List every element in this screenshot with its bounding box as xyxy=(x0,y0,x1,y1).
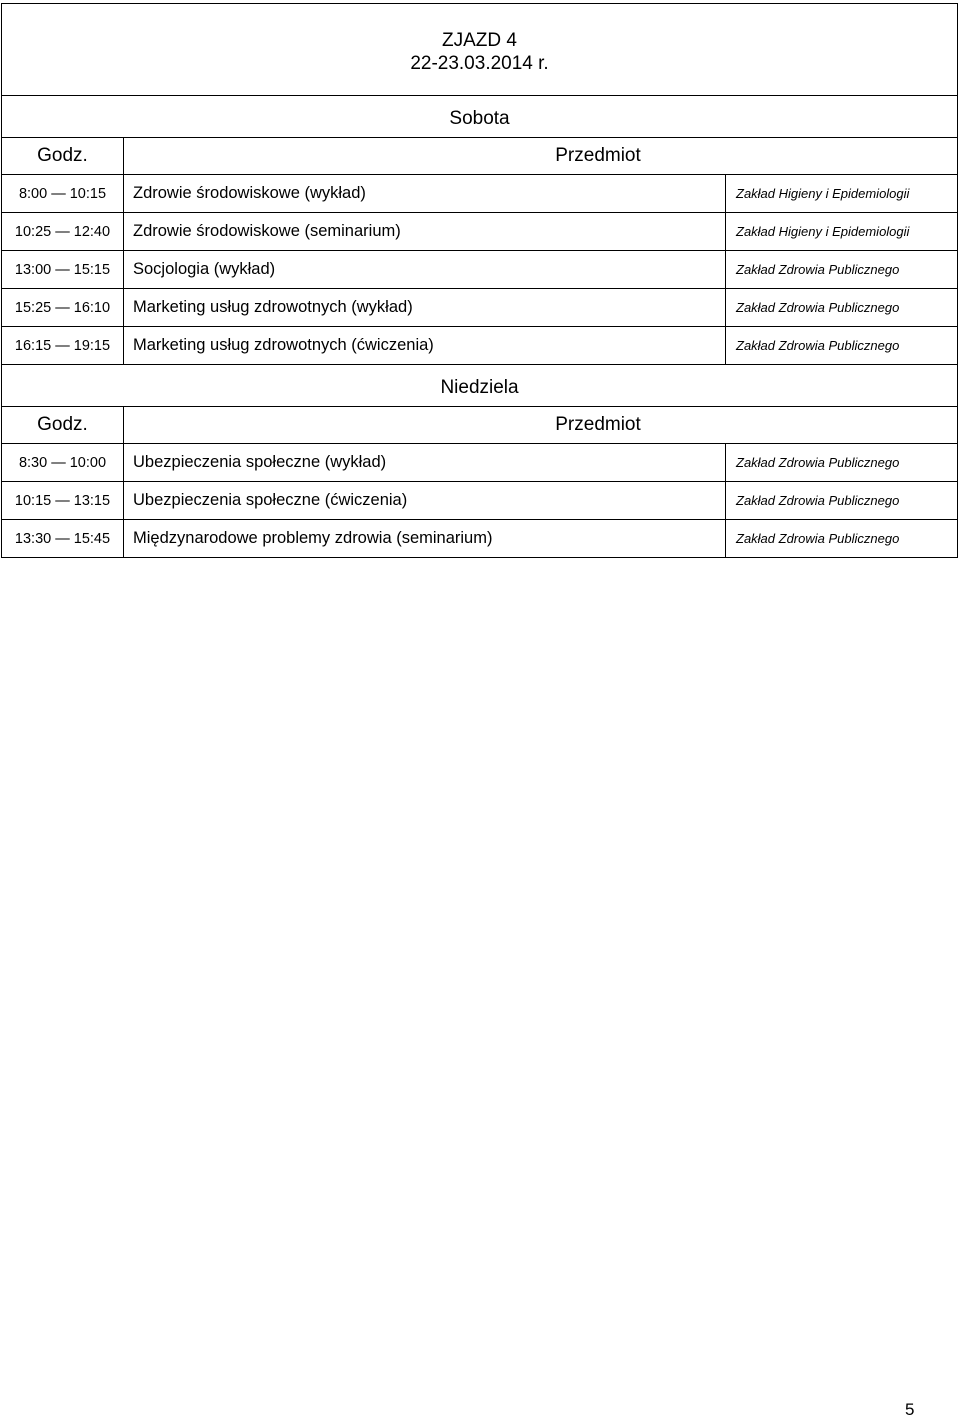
time-cell: 10:15 — 13:15 xyxy=(2,482,124,520)
subject-cell: Ubezpieczenia społeczne (wykład) xyxy=(124,444,726,482)
table-row xyxy=(2,327,958,365)
subject-cell: Zdrowie środowiskowe (wykład) xyxy=(124,175,726,213)
sunday-day-label: Niedziela xyxy=(2,365,958,407)
department-cell: Zakład Zdrowia Publicznego xyxy=(726,289,958,327)
time-cell: 8:00 — 10:15 xyxy=(2,175,124,213)
time-cell: 15:25 — 16:10 xyxy=(2,289,124,327)
table-row xyxy=(2,213,958,251)
department-cell: Zakład Higieny i Epidemiologii xyxy=(726,213,958,251)
schedule-title: ZJAZD 4 xyxy=(442,29,517,51)
time-cell: 13:30 — 15:45 xyxy=(2,520,124,558)
title-cell xyxy=(2,4,958,96)
subject-cell: Marketing usług zdrowotnych (wykład) xyxy=(124,289,726,327)
sunday-day-row xyxy=(2,365,958,407)
saturday-header-row xyxy=(2,138,958,175)
saturday-col-subject-header: Przedmiot xyxy=(555,145,641,166)
table-row xyxy=(2,251,958,289)
saturday-day-row xyxy=(2,96,958,138)
time-cell: 16:15 — 19:15 xyxy=(2,327,124,365)
subject-cell: Zdrowie środowiskowe (seminarium) xyxy=(124,213,726,251)
department-cell: Zakład Higieny i Epidemiologii xyxy=(726,175,958,213)
department-cell: Zakład Zdrowia Publicznego xyxy=(726,251,958,289)
table-row xyxy=(2,289,958,327)
schedule-table xyxy=(1,3,958,558)
schedule-dates: 22-23.03.2014 r. xyxy=(410,52,549,74)
time-cell: 13:00 — 15:15 xyxy=(2,251,124,289)
table-row xyxy=(2,520,958,558)
saturday-day-label: Sobota xyxy=(2,96,958,138)
department-cell: Zakład Zdrowia Publicznego xyxy=(726,327,958,365)
table-row xyxy=(2,444,958,482)
department-cell: Zakład Zdrowia Publicznego xyxy=(726,520,958,558)
time-cell: 10:25 — 12:40 xyxy=(2,213,124,251)
sunday-col-subject-header: Przedmiot xyxy=(555,414,641,435)
saturday-col-time-header: Godz. xyxy=(2,138,124,175)
subject-cell: Socjologia (wykład) xyxy=(124,251,726,289)
department-cell: Zakład Zdrowia Publicznego xyxy=(726,482,958,520)
time-cell: 8:30 — 10:00 xyxy=(2,444,124,482)
subject-cell: Międzynarodowe problemy zdrowia (seminarium) xyxy=(124,520,726,558)
table-row xyxy=(2,175,958,213)
saturday-col-subject-header-cell xyxy=(124,138,958,175)
sunday-header-row xyxy=(2,407,958,444)
sunday-col-subject-header-cell xyxy=(124,407,958,444)
table-row xyxy=(2,482,958,520)
page-number: 5 xyxy=(905,1400,915,1419)
sunday-col-time-header: Godz. xyxy=(2,407,124,444)
title-row xyxy=(2,4,958,96)
department-cell: Zakład Zdrowia Publicznego xyxy=(726,444,958,482)
subject-cell: Marketing usług zdrowotnych (ćwiczenia) xyxy=(124,327,726,365)
subject-cell: Ubezpieczenia społeczne (ćwiczenia) xyxy=(124,482,726,520)
